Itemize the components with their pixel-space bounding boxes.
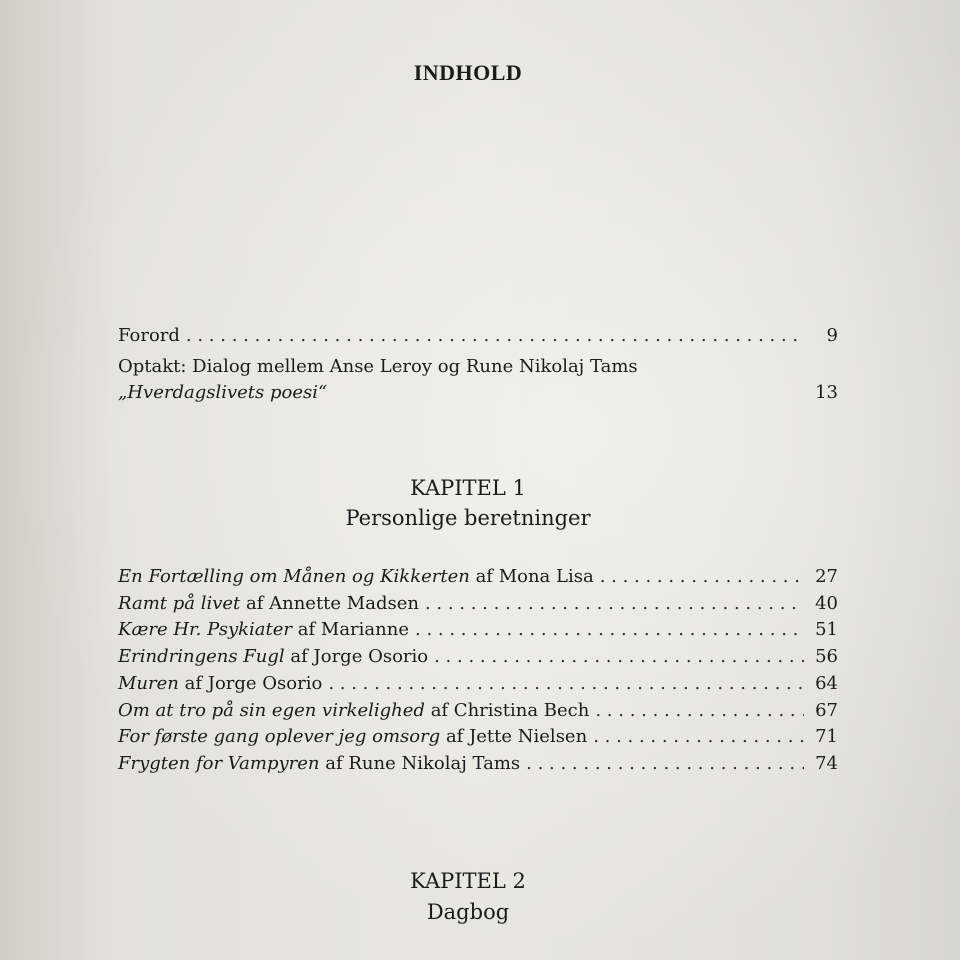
toc-entry-author: af Jorge Osorio (184, 673, 323, 694)
chapter-heading: KAPITEL 1 (410, 476, 526, 500)
toc-entry-label: Forord (118, 325, 180, 346)
toc-entry-label (118, 617, 409, 643)
toc-page-number: 9 (826, 325, 838, 346)
toc-page-number: 13 (815, 382, 838, 403)
toc-row (118, 617, 838, 643)
toc-page-number: 64 (815, 673, 838, 694)
chapter-subtitle: Personlige beretninger (345, 506, 591, 530)
toc-page-number: 40 (815, 593, 838, 614)
toc-entry-author: af Mona Lisa (475, 566, 594, 587)
dot-leader (186, 323, 804, 349)
dot-leader (425, 591, 804, 617)
toc-entry-label (118, 671, 322, 697)
toc-page-number: 67 (815, 700, 838, 721)
dot-leader (526, 751, 804, 777)
toc-entry-author: af Annette Madsen (246, 593, 419, 614)
toc-row-forord (118, 323, 838, 349)
toc-entry-title: Ramt på livet (118, 593, 241, 614)
toc-entry-title: Kære Hr. Psykiater (118, 619, 293, 640)
toc-row-optakt (118, 380, 838, 406)
toc-row (118, 591, 838, 617)
toc-row (118, 644, 838, 670)
toc-entry-author: af Jorge Osorio (290, 646, 429, 667)
toc-row (118, 698, 838, 724)
toc-entry-label (118, 380, 327, 406)
dot-leader (595, 698, 804, 724)
dot-leader (328, 671, 804, 697)
toc-page-number: 51 (815, 619, 838, 640)
toc-entry-author: af Jette Nielsen (445, 726, 588, 747)
toc-page-number: 27 (815, 566, 838, 587)
toc-entry-author: af Rune Nikolaj Tams (325, 753, 521, 774)
toc-entry-title: Frygten for Vampyren (118, 753, 320, 774)
toc-row (118, 671, 838, 697)
toc-entry-title: „Hverdagslivets poesi“ (118, 382, 328, 403)
toc-entry-title: Muren (118, 673, 179, 694)
toc-entry-label (118, 698, 589, 724)
toc-page-number: 74 (815, 753, 838, 774)
toc-page-number: 71 (815, 726, 838, 747)
toc-entry-title: Erindringens Fugl (118, 646, 285, 667)
dot-leader (593, 724, 804, 750)
toc-entry-label (118, 591, 419, 617)
toc-optakt-line: Optakt: Dialog mellem Anse Leroy og Rune Nikolaj Tams (118, 356, 638, 377)
toc-entry-title: Om at tro på sin egen virkelighed (118, 700, 425, 721)
toc-row (118, 724, 838, 750)
toc-row (118, 751, 838, 777)
chapter-subtitle: Dagbog (426, 900, 510, 924)
toc-row (118, 564, 838, 590)
toc-entry-label (118, 751, 520, 777)
toc-entry-title: En Fortælling om Månen og Kikkerten (118, 566, 470, 587)
dot-leader (600, 564, 804, 590)
toc-entry-title: For første gang oplever jeg omsorg (118, 726, 441, 747)
chapter-heading: KAPITEL 2 (410, 869, 526, 893)
toc-entry-label (118, 644, 428, 670)
toc-page-number: 56 (815, 646, 838, 667)
dot-leader (415, 617, 804, 643)
dot-leader (434, 644, 804, 670)
toc-entry-author: af Christina Bech (430, 700, 590, 721)
toc-entry-author: af Marianne (297, 619, 409, 640)
page-title: INDHOLD (413, 60, 523, 85)
toc-entry-label (118, 724, 587, 750)
toc-entry-label (118, 564, 594, 590)
